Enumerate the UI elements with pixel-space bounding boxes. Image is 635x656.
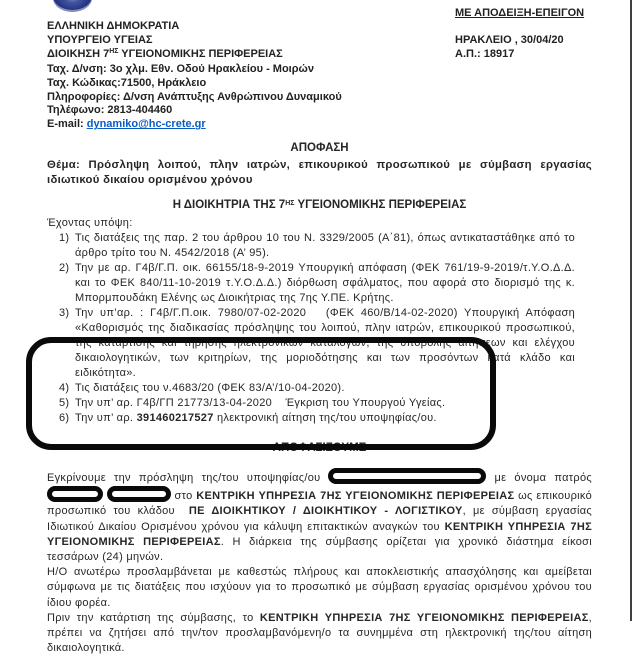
item-number: 6) (59, 412, 70, 424)
service-name: ΚΕΝΤΡΙΚΗ ΥΠΗΡΕΣΙΑ 7ΗΣ ΥΓΕΙΟΝΟΜΙΚΗΣ ΠΕΡΙΦΕΡΕΙΑΣ (196, 490, 515, 503)
item-text: Την με αρ. Γ4β/Γ.Π. οικ. 66155/18-9-2019 Υπουργική απόφαση (ΦΕΚ 761/19-9-2019/τ.Υ.Ο.Δ.Δ. και το ΦΕΚ 840/11-10-2019 τ.Υ.Ο.Δ.Δ.) διόρθωση σφάλματος, που αφορά στο διορισμό της κ. Μπορμπουδάκη Ελένης ως Διοικήτριας της 7ης Υ.ΠΕ. Κρήτης. (75, 262, 575, 304)
having-regard-label: Έχοντας υπόψη: (47, 217, 133, 229)
position-category: ΠΕ ΔΙΟΙΚΗΤΙΚΟΥ / ΔΙΟΙΚΗΤΙΚΟΥ - ΛΟΓΙΣΤΙΚΟΥ (188, 505, 463, 518)
body-paragraph-3: Πριν την κατάρτιση της σύμβασης, το ΚΕΝΤΡΙΚΗ ΥΠΗΡΕΣΙΑ 7ΗΣ ΥΓΕΙΟΝΟΜΙΚΗΣ ΠΕΡΙΦΕΡΕΙΑΣ, πρέπει να ζητήσει από την/τον προσλαμβανόμενη/ο τα συνημμένα στη ηλεκτρονική της/του αίτηση δικαιολογητικά. (47, 611, 593, 655)
phone-line: Τηλέφωνο: 2813-404460 (47, 104, 173, 117)
authority-heading: Η ΔΙΟΙΚΗΤΡΙΑ ΤΗΣ $7^{H\Sigma}$ ΥΓΕΙΟΝΟΜΙΚΗΣ ΠΕΡΙΦΕΡΕΙΑΣ (172, 199, 467, 211)
item-text: Τις διατάξεις της παρ. 2 του άρθρου 10 του Ν. 3329/2005 (Α΄81), όπως αντικαταστάθηκε από το άρθρο τρίτο του Ν. 4542/2018 (Α’ 95). (75, 232, 575, 259)
page-edge-line (630, 0, 632, 621)
email-line (47, 118, 342, 132)
org-line-1: ΕΛΛΗΝΙΚΗ ΔΗΜΟΚΡΑΤΙΑ (47, 20, 180, 32)
email-link[interactable]: dynamiko@hc-crete.gr (86, 118, 206, 131)
item-number: 5) (59, 397, 70, 409)
decision-title: ΑΠΟΦΑΣΗ (290, 142, 349, 154)
info-line: Πληροφορίες: Δ/νση Ανάπτυξης Ανθρώπινου Δυναμικού (47, 90, 342, 103)
subject-line: Θέμα: Πρόσληψη λοιπού, πλην ιατρών, επικουρικού προσωπικού με σύμβαση εργασίας ιδιωτικού δικαίου ορισμένου χρόνου (47, 159, 592, 186)
division-line: ΔΙΟΙΚΗΣΗ $7^{H\Sigma}$ ΥΓΕΙΟΝΟΜΙΚΗΣ ΠΕΡΙΦΕΡΕΙΑΣ (47, 47, 283, 60)
city-date: ΗΡΑΚΛΕΙΟ , 30/04/20 (455, 34, 564, 46)
decision-body (47, 468, 592, 656)
header-right-block (455, 6, 584, 61)
letterhead (47, 20, 342, 132)
ordinal-superscript: ΗΣ (109, 48, 119, 56)
item-text: Την υπ’ αρ. 391460217527 ηλεκτρονική αίτηση της/του υποψηφίας/ου. (75, 412, 437, 424)
body-paragraph-1: Εγκρίνουμε την πρόσληψη της/του υποψηφίας/ου με όνομα πατρός στο ΚΕΝΤΡΙΚΗ ΥΠΗΡΕΣΙΑ 7ΗΣ ΥΓΕΙΟΝΟΜΙΚΗΣ ΠΕΡΙΦΕΡΕΙΑΣ ως επικουρικό προσωπικό του κλάδου ΠΕ ΔΙΟΙΚΗΤΙΚΟΥ / ΔΙΟΙΚΗΤΙΚΟΥ - ΛΟΓΙΣΤΙΚΟΥ, με σύμβαση εργασίας Ιδιωτικού Δικαίου Ορισμένου χρόνου για κάλυψη επιτακτικών αναγκών του ΚΕΝΤΡΙΚΗ ΥΠΗΡΕΣΙΑ 7ΗΣ ΥΓΕΙΟΝΟΜΙΚΗΣ ΠΕΡΙΦΕΡΕΙΑΣ. Η διάρκεια της σύμβασης ορίζεται για χρονικό διάστημα είκοσι τεσσάρων (24) μηνών. (47, 468, 592, 565)
application-number: 391460217527 (136, 412, 214, 424)
resolve-heading: ΑΠΟΦΑΣΙΖΟΥΜΕ (272, 442, 367, 454)
service-name: ΚΕΝΤΡΙΚΗ ΥΠΗΡΕΣΙΑ 7ΗΣ ΥΓΕΙΟΝΟΜΙΚΗΣ ΠΕΡΙΦΕΡΕΙΑΣ (47, 520, 592, 548)
hellenic-republic-emblem-logo (53, 0, 92, 12)
item-text: Την υπ’αρ. : Γ4β/Γ.Π.οικ. 7980/07-02-2020 (ΦΕΚ 460/Β/14-02-2020) Υπουργική Απόφαση «Καθορισμός της διαδικασίας πρόσληψης του λοιπού, πλην ιατρών, επικουρικού προσωπικού, της κατάρτισης και τήρησης ηλεκτρονικών καταλόγων, της υποβολής αιτήσεων και ελέγχου δικαιολογητικών, των κριτηρίων, της μοριοδότησης και των προσόντων κατά κλάδο και ειδικότητα». (75, 307, 575, 379)
item-text: Τις διατάξεις του ν.4683/20 (ΦΕΚ 83/Α’/10-04-2020). (75, 382, 345, 394)
address-line: Ταχ. Δ/νση: 3ο χλμ. Εθν. Οδού Ηρακλείου - Μοιρών (47, 62, 314, 75)
redaction-box-surname (107, 486, 171, 502)
legal-item (47, 231, 575, 261)
ordinal-superscript: ΗΣ (285, 199, 295, 207)
item-number: 2) (59, 262, 70, 274)
email-label: E-mail: (47, 118, 87, 131)
item-number: 1) (59, 232, 70, 244)
item-number: 4) (59, 382, 70, 394)
urgency-stamp: ΜΕ ΑΠΟΔΕΙΞΗ-ΕΠΕΙΓΟΝ (455, 7, 585, 19)
redaction-box-applicant-name (328, 468, 486, 484)
protocol-number: Α.Π.: 18917 (455, 48, 515, 60)
postal-line: Ταχ. Κώδικας:71500, Ηράκλειο (47, 76, 207, 89)
org-line-2: ΥΠΟΥΡΓΕΙΟ ΥΓΕΙΑΣ (47, 33, 153, 46)
item-text: Την υπ’ αρ. Γ4β/ΓΠ 21773/13-04-2020 Έγκριση του Υπουργού Υγείας. (75, 397, 446, 409)
hand-drawn-annotation-box (26, 337, 496, 450)
legal-item (47, 261, 575, 306)
service-name: ΚΕΝΤΡΙΚΗ ΥΠΗΡΕΣΙΑ 7ΗΣ ΥΓΕΙΟΝΟΜΙΚΗΣ ΠΕΡΙΦΕΡΕΙΑΣ (259, 611, 589, 624)
body-paragraph-2: Η/Ο ανωτέρω προσλαμβάνεται με καθεστώς πλήρους και αποκλειστικής απασχόλησης και αμείβεται σύμφωνα με τις διατάξεις που ισχύουν για το προσωπικό με σύμβαση εργασίας ορισμένου χρόνου του ίδιου φορέα. (47, 566, 592, 609)
redaction-box-father-name (47, 486, 103, 502)
item-number: 3) (59, 307, 70, 319)
